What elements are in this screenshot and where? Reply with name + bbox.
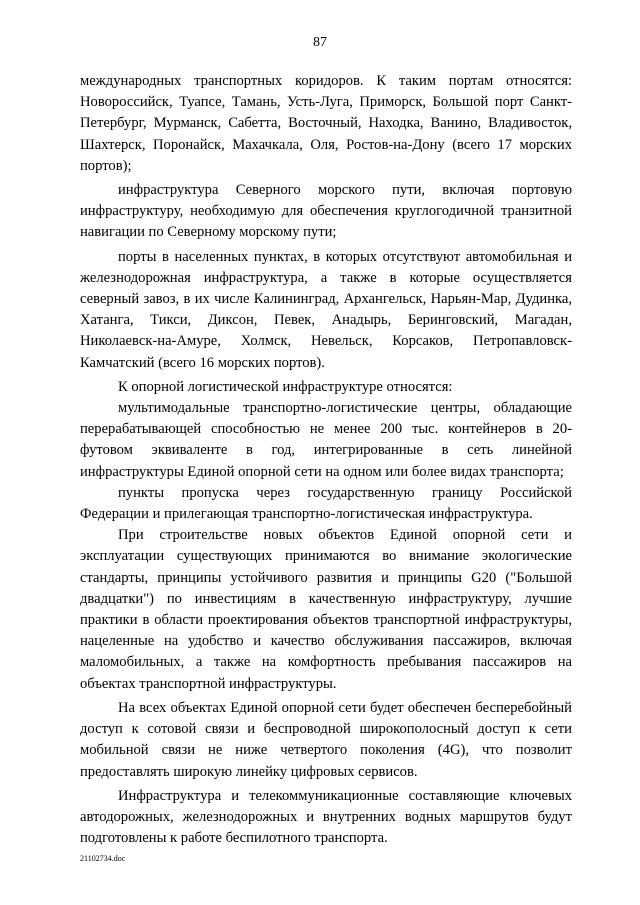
footer-file-code: 21102734.doc: [80, 854, 126, 863]
paragraph: мультимодальные транспортно-логистические центры, обладающие перерабатывающей способностью не менее 200 тыс. контейнеров в 20-футовом эквиваленте в год, интегрированные в сеть линейной инфраструктуры Единой опорной сети на одном или более видах транспорта;: [80, 400, 572, 480]
paragraph: инфраструктура Северного морского пути, включая портовую инфраструктуру, необходимую для обеспечения круглогодичной транзитной навигации по Северному морскому пути;: [80, 182, 572, 241]
paragraph: порты в населенных пунктах, в которых отсутствуют автомобильная и железнодорожная инфраструктура, а также в которые осуществляется северный завоз, в их числе Калининград, Архангельск, Нарьян-Мар, Дудинка, Хатанга, Тикси, Диксон, Певек, Анадырь, Беринговский, Магадан, Николаевск-на-Амуре, Холмск, Невельск, Корсаков, Петропавловск-Камчатский (всего 16 морских портов).: [80, 248, 572, 371]
paragraph: Инфраструктура и телекоммуникационные составляющие ключевых автодорожных, железнодорожных и внутренних водных маршрутов будут подготовлены к работе беспилотного транспорта.: [80, 787, 572, 847]
paragraph: При строительстве новых объектов Единой опорной сети и эксплуатации существующих принимаются во внимание экологические стандарты, принципы устойчивого развития и принципы G20 ("Большой двадцатки") по инвестициям в качественную инфраструктуру, лучшие практики в области проектирования объектов транспортной инфраструктуры, нацеленные на удобство и качество обслуживания пассажиров, включая маломобильных, а также на комфортность пребывания пассажиров на объектах транспортной инфраструктуры.: [80, 527, 572, 692]
page-number: 87: [313, 35, 327, 50]
document-body: [80, 71, 572, 849]
paragraph: К опорной логистической инфраструктуре относятся:: [118, 378, 453, 395]
paragraph: На всех объектах Единой опорной сети будет обеспечен бесперебойный доступ к сотовой связи и беспроводной широкополосный доступ к сети мобильной связи не ниже четвертого поколения (4G), что позволит предоставлять широкую линейку цифровых сервисов.: [80, 699, 572, 780]
paragraph: пункты пропуска через государственную границу Российской Федерации и прилегающая транспортно-логистическая инфраструктура.: [80, 484, 572, 523]
paragraph: международных транспортных коридоров. К таким портам относятся: Новороссийск, Туапсе, Тамань, Усть-Луга, Приморск, Большой порт Санкт-Петербург, Мурманск, Сабетта, Восточный, Находка, Ванино, Владивосток, Шахтерск, Поронайск, Махачкала, Оля, Ростов-на-Дону (всего 17 морских портов);: [80, 73, 572, 174]
